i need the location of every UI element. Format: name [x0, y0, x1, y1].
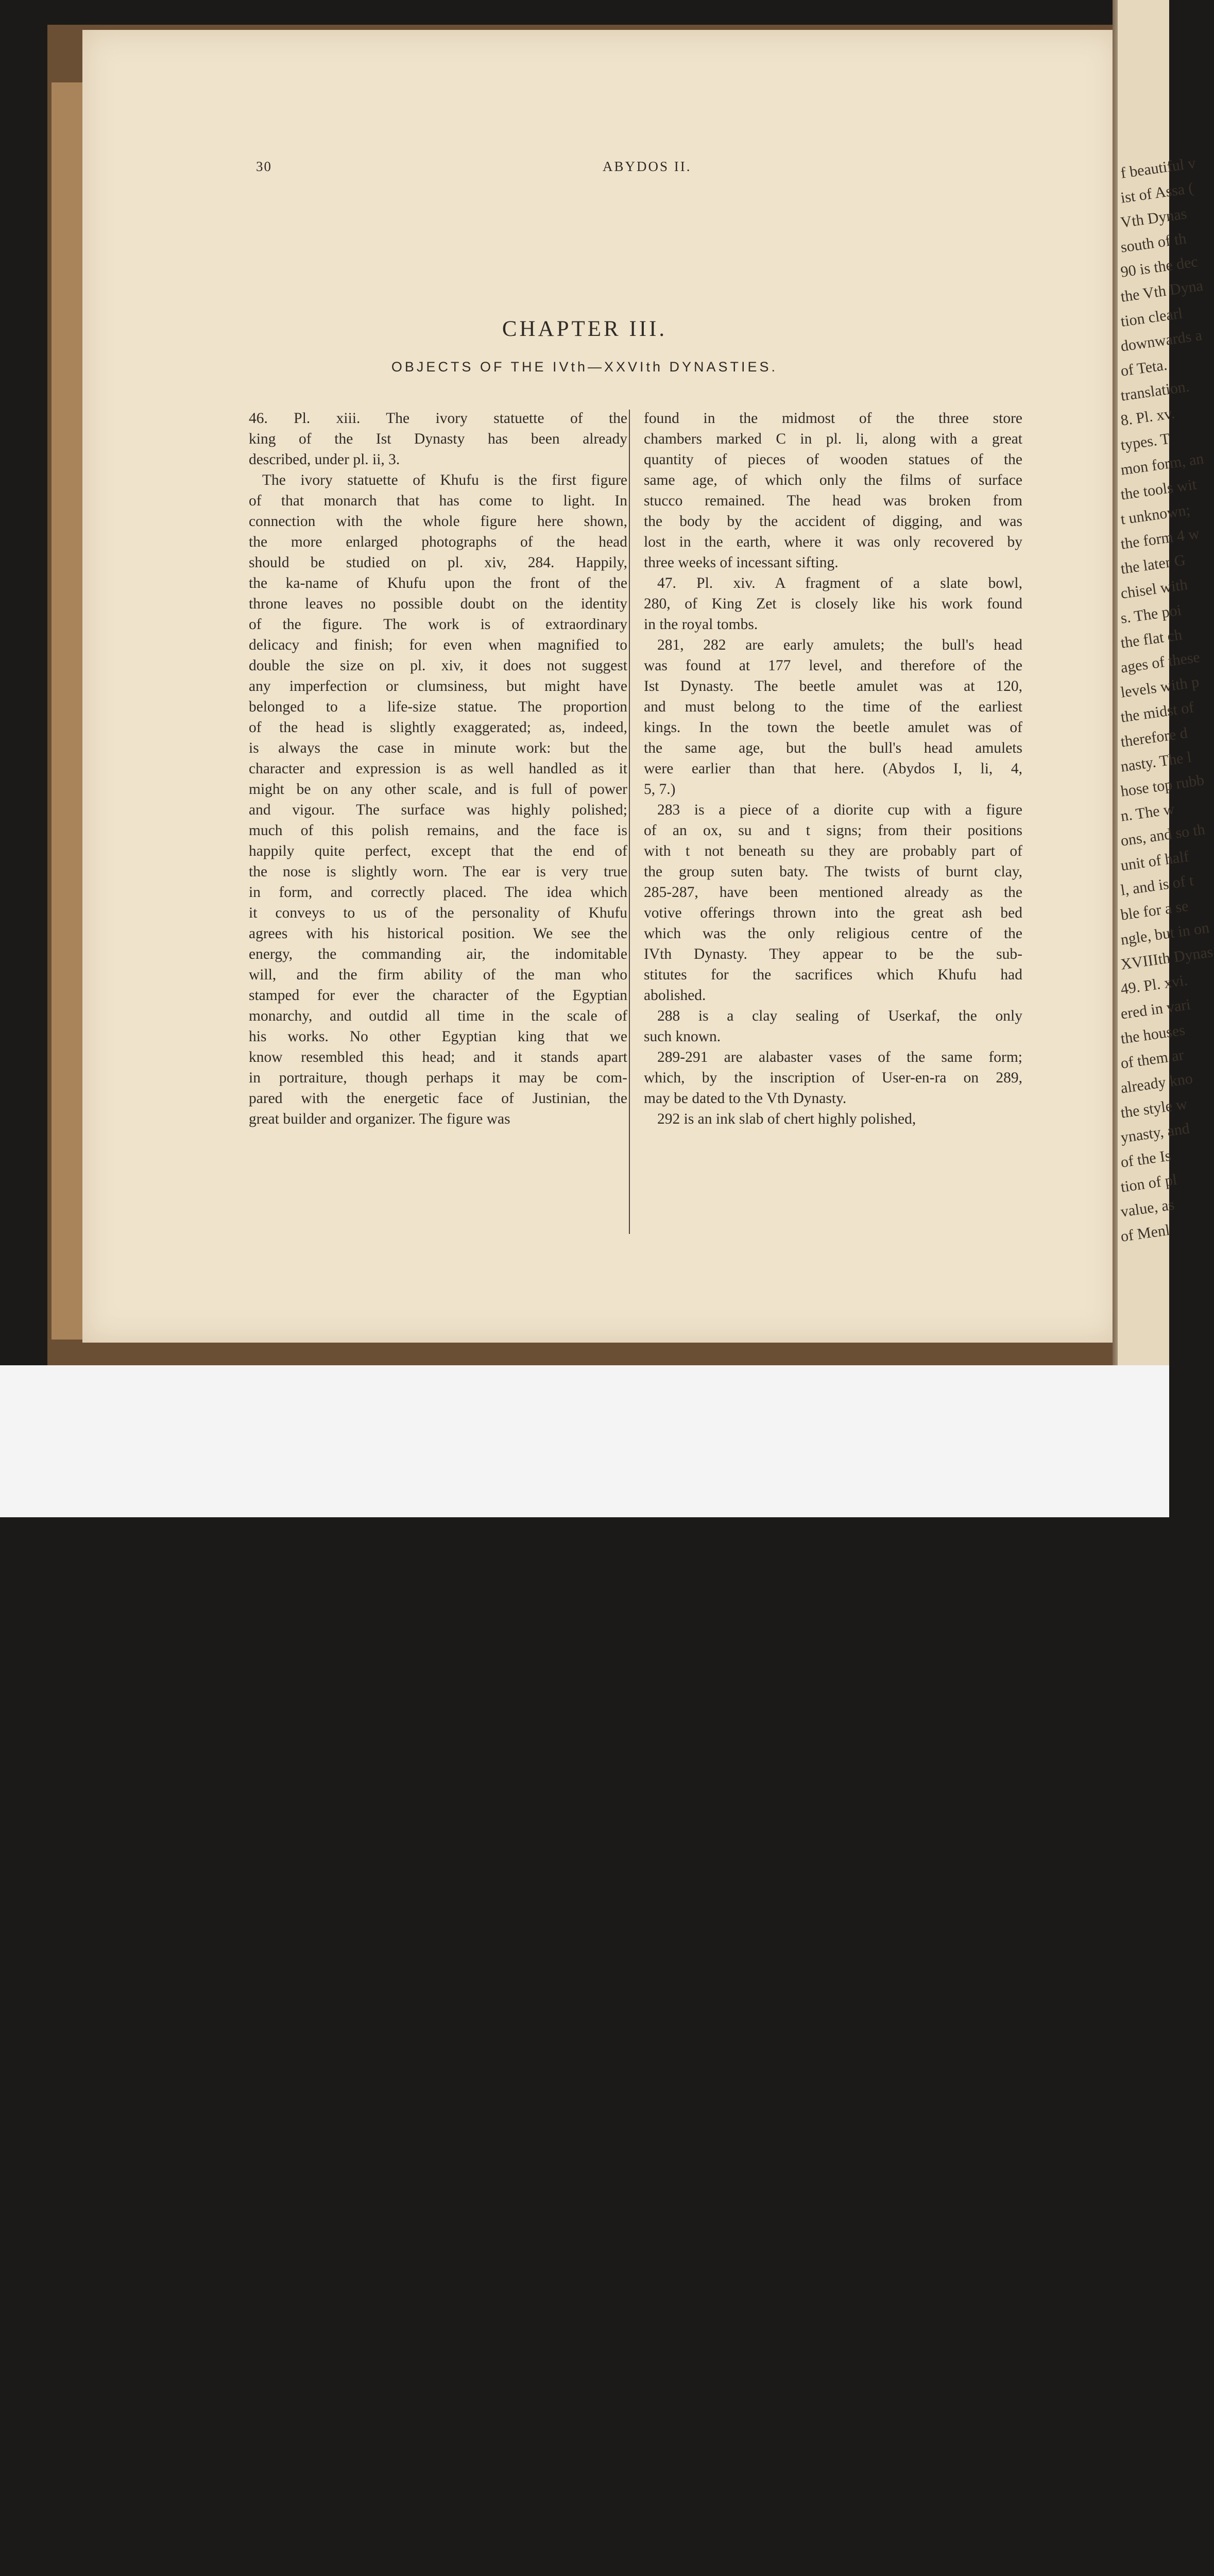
text-line: belonged to a life-size statue. The proportion [249, 699, 627, 715]
text-line: found in the midmost of the three store [644, 410, 1022, 427]
text-line: double the size on pl. xiv, it does not suggest [249, 657, 627, 674]
text-line: it conveys to us of the personality of Khufu [249, 905, 627, 921]
text-line: were earlier than that here. (Abydos I, li, 4, [644, 760, 1022, 777]
text-line: the ka-name of Khufu upon the front of the [249, 575, 627, 591]
text-line: votive offerings thrown into the great ash bed [644, 905, 1022, 921]
facing-page-line: 8. Pl. xv. [1119, 404, 1176, 429]
facing-page-line: ered in vari [1119, 996, 1192, 1023]
facing-page-line: s. The poi [1119, 601, 1183, 627]
facing-page-line: the later G [1119, 551, 1187, 578]
text-line: 288 is a clay sealing of Userkaf, the only [657, 1008, 1022, 1024]
text-line: of the head is slightly exaggerated; as, indeed, [249, 719, 627, 736]
text-line: such known. [644, 1028, 721, 1045]
text-line: the body by the accident of digging, and was [644, 513, 1022, 530]
facing-page-line: the Vth Dyna [1119, 277, 1204, 306]
text-line: lost in the earth, where it was only recovered by [644, 534, 1022, 550]
facing-page-line: Vth Dynas [1119, 205, 1188, 231]
text-line: the more enlarged photographs of the head [249, 534, 627, 550]
text-line: pared with the energetic face of Justinian, the [249, 1090, 627, 1107]
facing-page-line: ages of these [1119, 648, 1201, 676]
text-line: great builder and organizer. The figure was [249, 1111, 510, 1127]
facing-page-line: the midst of [1119, 699, 1195, 726]
text-line: will, and the firm ability of the man who [249, 967, 627, 983]
facing-page-line: unit of half [1119, 848, 1190, 874]
text-line: much of this polish remains, and the face is [249, 822, 627, 839]
text-line: IVth Dynasty. They appear to be the sub- [644, 946, 1022, 962]
facing-page-line: 90 is the dec [1119, 253, 1199, 281]
text-line: is always the case in minute work: but the [249, 740, 627, 756]
facing-page-line: of Teta. [1119, 356, 1169, 380]
facing-page-line: ynasty, and [1119, 1120, 1191, 1146]
facing-page-line: of them ar [1119, 1046, 1185, 1072]
text-line: the same age, but the bull's head amulets [644, 740, 1022, 756]
facing-page-line: downwards a [1119, 327, 1203, 355]
facing-page-line: ons, and so th [1119, 821, 1206, 850]
text-line: described, under pl. ii, 3. [249, 451, 400, 468]
facing-page-line: the houses [1119, 1021, 1186, 1047]
text-line: of the figure. The work is of extraordinary [249, 616, 627, 633]
text-line: 292 is an ink slab of chert highly polished, [657, 1111, 916, 1127]
text-line: monarchy, and outdid all time in the scale of [249, 1008, 627, 1024]
text-line: the group suten baty. The twists of burnt clay, [644, 863, 1022, 880]
facing-page-line: already kno [1119, 1070, 1194, 1097]
facing-page-line: the tools wit [1119, 476, 1198, 503]
chapter-subtitle: OBJECTS OF THE IVth—XXVIth DYNASTIES. [391, 359, 778, 375]
text-line: any imperfection or clumsiness, but might have [249, 678, 627, 694]
facing-page-line: south of th [1119, 230, 1188, 256]
text-line: of that monarch that has come to light. In [249, 493, 627, 509]
text-line: 281, 282 are early amulets; the bull's head [657, 637, 1022, 653]
column-divider [629, 410, 630, 1234]
facing-page-line: therefore d [1119, 724, 1189, 751]
text-line: character and expression is as well handled as it [249, 760, 627, 777]
viewer-footer [0, 1365, 1169, 1517]
text-line: in the royal tombs. [644, 616, 758, 633]
right-text-column [644, 408, 1022, 1129]
facing-page-line: hose top rubb [1119, 771, 1205, 800]
text-line: in portraiture, though perhaps it may be com- [249, 1070, 627, 1086]
text-line: 283 is a piece of a diorite cup with a figure [657, 802, 1022, 818]
left-text-column [249, 408, 627, 1129]
text-line: of an ox, su and t signs; from their positions [644, 822, 1022, 839]
text-line: his works. No other Egyptian king that we [249, 1028, 627, 1045]
facing-page-line: mon form, an [1119, 450, 1205, 479]
text-line: quantity of pieces of wooden statues of the [644, 451, 1022, 468]
running-title: ABYDOS II. [603, 159, 692, 174]
text-line: 5, 7.) [644, 781, 676, 798]
text-line: abolished. [644, 987, 706, 1004]
text-line: 47. Pl. xiv. A fragment of a slate bowl, [657, 575, 1022, 591]
text-line: delicacy and finish; for even when magnified to [249, 637, 627, 653]
facing-page-line: types. T [1119, 430, 1171, 454]
text-line: chambers marked C in pl. li, along with a great [644, 431, 1022, 447]
text-line: three weeks of incessant sifting. [644, 554, 839, 571]
text-line: 46. Pl. xiii. The ivory statuette of the [249, 410, 627, 427]
facing-page-line: tion clearl [1119, 304, 1184, 330]
text-line: stitutes for the sacrifices which Khufu had [644, 967, 1022, 983]
facing-page-fragment [1118, 0, 1214, 1365]
text-line: in form, and correctly placed. The idea which [249, 884, 627, 901]
page-number: 30 [256, 159, 272, 174]
text-line: should be studied on pl. xiv, 284. Happily, [249, 554, 627, 571]
text-line: may be dated to the Vth Dynasty. [644, 1090, 847, 1107]
text-line: and vigour. The surface was highly polished; [249, 802, 627, 818]
text-line: might be on any other scale, and is full of power [249, 781, 627, 798]
text-line: same age, of which only the films of surface [644, 472, 1022, 488]
facing-page-line: translation. [1119, 378, 1191, 404]
facing-page-line: f beautiful v [1119, 154, 1197, 182]
text-line: Ist Dynasty. The beetle amulet was at 120, [644, 678, 1022, 694]
text-line: stamped for ever the character of the Egyptian [249, 987, 627, 1004]
text-line: the nose is slightly worn. The ear is very true [249, 863, 627, 880]
facing-page-line: of the Is [1119, 1147, 1172, 1171]
facing-page-line: tion of pl [1119, 1171, 1178, 1196]
text-line: 280, of King Zet is closely like his work found [644, 596, 1022, 612]
text-line: 289-291 are alabaster vases of the same form; [657, 1049, 1022, 1065]
facing-page-line: the form 4 w [1119, 524, 1201, 553]
text-line: know resembled this head; and it stands apart [249, 1049, 627, 1065]
facing-page-line: levels with p [1119, 673, 1201, 701]
facing-page-line: the flat ch [1119, 626, 1184, 652]
text-line: kings. In the town the beetle amulet was of [644, 719, 1022, 736]
facing-page-line: ist of Assa ( [1119, 179, 1195, 207]
text-line: 285-287, have been mentioned already as the [644, 884, 1022, 901]
facing-page-line: XVIIIth Dynas [1119, 943, 1214, 973]
book-board-edge [52, 82, 83, 1340]
text-line: which was the only religious centre of the [644, 925, 1022, 942]
facing-page-line: t unknown; [1119, 501, 1191, 528]
text-line: energy, the commanding air, the indomitable [249, 946, 627, 962]
text-line: with t not beneath su they are probably part of [644, 843, 1022, 859]
text-line: and must belong to the time of the earliest [644, 699, 1022, 715]
facing-page-line: ngle, but in on [1119, 919, 1210, 948]
text-line: agrees with his historical position. We see the [249, 925, 627, 942]
text-line: throne leaves no possible doubt on the identity [249, 596, 627, 612]
text-line: connection with the whole figure here shown, [249, 513, 627, 530]
text-line: was found at 177 level, and therefore of the [644, 657, 1022, 674]
facing-page-line: chisel with [1119, 575, 1189, 602]
facing-page-line: ble for a se [1119, 897, 1190, 924]
text-line: happily quite perfect, except that the end of [249, 843, 627, 859]
facing-page-line: of Menl [1119, 1221, 1171, 1245]
facing-page-line: l, and is of t [1119, 872, 1195, 899]
facing-page-line: nasty. The l [1119, 748, 1193, 775]
facing-page-line: 49. Pl. xvi. [1119, 971, 1189, 998]
facing-page-line: n. The w [1119, 800, 1176, 825]
facing-page-line: value, as [1119, 1196, 1176, 1221]
text-line: king of the Ist Dynasty has been already [249, 431, 627, 447]
text-line: which, by the inscription of User-en-ra on 289, [644, 1070, 1022, 1086]
text-line: The ivory statuette of Khufu is the first figure [262, 472, 627, 488]
text-line: stucco remained. The head was broken from [644, 493, 1022, 509]
facing-page-line: the style w [1119, 1095, 1188, 1122]
chapter-title: CHAPTER III. [502, 316, 668, 341]
